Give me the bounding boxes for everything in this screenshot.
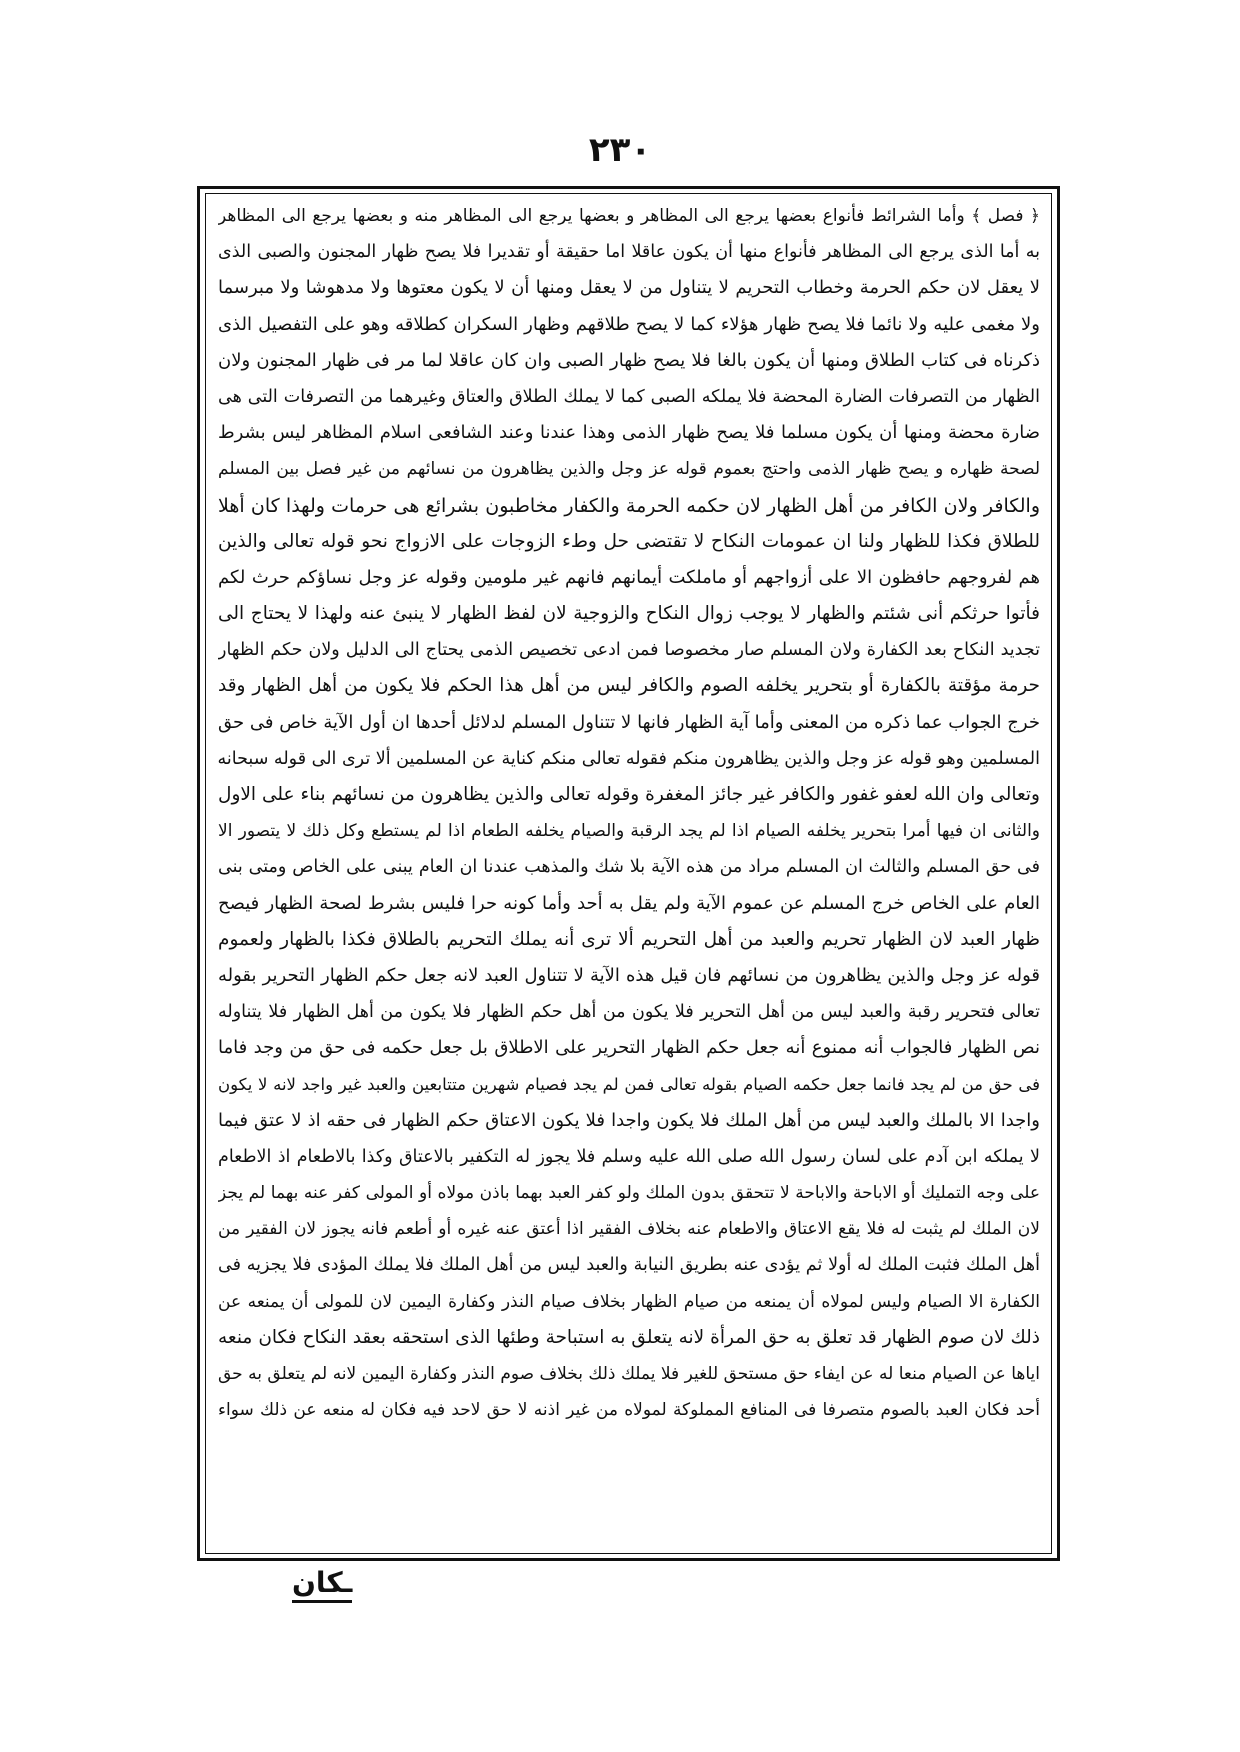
text-line: والثانى ان فيها أمرا بتحرير يخلفه الصيام اذا لم يجد الرقبة والصيام يخلفه الطعام اذا لم يستطع وكل ذلك لا يتصور الا — [218, 821, 1040, 842]
text-line: ضارة محضة ومنها أن يكون مسلما فلا يصح ظهار الذمى وهذا عندنا وعند الشافعى اسلام المظاهر ليس بشرط — [218, 422, 1040, 444]
text-line: الظهار من التصرفات الضارة المحضة فلا يملكه الصبى كما لا يملك الطلاق والعتاق وغيرهما من التصرفات التى هى — [218, 386, 1040, 407]
catchword: ـكان — [292, 1566, 352, 1603]
text-line: ظهار العبد لان الظهار تحريم والعبد من أهل التحريم ألا ترى أنه يملك التحريم بالطلاق فكذا بالظهار ولعموم — [218, 928, 1040, 950]
text-line: لا يعقل لان حكم الحرمة وخطاب التحريم لا يتناول من لا يعقل ومنها أن لا يكون معتوها ولا مدهوشا ولا مبرسما — [218, 277, 1040, 299]
text-line: أحد فكان العبد بالصوم متصرفا فى المنافع المملوكة لمولاه من غير اذنه لا حق لاحد فيه فكان له منعه عن ذلك سواء — [218, 1400, 1040, 1421]
text-line: العام على الخاص خرج المسلم عن عموم الآية ولم يقل به أحد وأما كونه حرا فليس بشرط لصحة الظهار فيصح — [218, 892, 1040, 914]
text-line: نص الظهار فالجواب أنه ممنوع أنه جعل حكم الظهار التحرير على الاطلاق بل جعل حكمه فى حق من وجد فاما — [218, 1037, 1040, 1059]
text-line: ذلك لان صوم الظهار قد تعلق به حق المرأة لانه يتعلق به استباحة وطئها الذى استحقه بعقد النكاح فكان منعه — [218, 1326, 1040, 1348]
text-line: قوله عز وجل والذين يظاهرون من نسائهم فان قيل هذه الآية لا تتناول العبد لانه جعل حكم الظهار التحرير بقوله — [218, 964, 1040, 986]
text-line: ذكرناه فى كتاب الطلاق ومنها أن يكون بالغا فلا يصح ظهار الصبى وان كان عاقلا لما مر فى ظهار المجنون ولان — [218, 349, 1040, 371]
text-line: أهل الملك فثبت الملك له أولا ثم يؤدى عنه بطريق النيابة والعبد ليس من أهل الملك فلا يملك المؤدى فلا يجزيه فى — [218, 1255, 1040, 1276]
page-number: ٢٣٠ — [588, 130, 652, 170]
text-line: المسلمين وهو قوله عز وجل والذين يظاهرون منكم فقوله تعالى منكم كناية عن المسلمين ألا ترى الى قوله سبحانه — [218, 748, 1040, 769]
text-line: تعالى فتحرير رقبة والعبد ليس من أهل التحرير فلا يكون من أهل حكم الظهار فلا يكون من أهل الظهار فلا يتناوله — [218, 1002, 1040, 1023]
text-line: على وجه التمليك أو الاباحة والاباحة لا تتحقق بدون الملك ولو كفر العبد بهما باذن مولاه أو المولى كفر عنه بهما لم يجز — [218, 1183, 1040, 1204]
text-line: الكفارة الا الصيام وليس لمولاه أن يمنعه من صيام الظهار بخلاف صيام النذر وكفارة اليمين لان للمولى أن يمنعه عن — [218, 1291, 1040, 1312]
text-line: هم لفروجهم حافظون الا على أزواجهم أو ماملكت أيمانهم فانهم غير ملومين وقوله عز وجل نساؤكم حرث لكم — [218, 566, 1040, 588]
text-line: وتعالى وان الله لعفو غفور والكافر غير جائز المغفرة وقوله تعالى والذين يظاهرون من نسائهم بناء على الاول — [218, 784, 1040, 805]
text-line: والكافر ولان الكافر من أهل الظهار لان حكمه الحرمة والكفار مخاطبون بشرائع هى حرمات ولهذا كان أهلا — [218, 494, 1040, 517]
text-line: لا يملكه ابن آدم على لسان رسول الله صلى الله عليه وسلم فلا يجوز له التكفير بالاعتاق وكذا بالاطعام اذ الاطعام — [218, 1146, 1040, 1167]
text-line: ﴿ فصل ﴾ وأما الشرائط فأنواع بعضها يرجع الى المظاهر و بعضها يرجع الى المظاهر منه و بعضها يرجع الى المظاهر — [218, 206, 1040, 226]
text-line: فى حق المسلم والثالث ان المسلم مراد من هذه الآية بلا شك والمذهب عندنا ان العام يبنى على الخاص ومتى بنى — [218, 857, 1040, 878]
text-line: لان الملك لم يثبت له فلا يقع الاعتاق والاطعام عنه بخلاف الفقير اذا أعتق عنه غيره أو أطعم فانه يجوز لان الفقير من — [218, 1219, 1040, 1240]
text-line: فى حق من لم يجد فانما جعل حكمه الصيام بقوله تعالى فمن لم يجد فصيام شهرين متتابعين والعبد غير واجد لانه لا يكون — [218, 1074, 1040, 1094]
text-line: فأتوا حرثكم أنى شئتم والظهار لا يوجب زوال النكاح والزوجية لان لفظ الظهار لا ينبئ عنه ولهذا لا يحتاج الى — [218, 603, 1040, 625]
text-line: للطلاق فكذا للظهار ولنا ان عمومات النكاح لا تقتضى حل وطء الزوجات على الازواج نحو قوله تعالى والذين — [218, 530, 1040, 552]
text-line: لصحة ظهاره و يصح ظهار الذمى واحتج بعموم قوله عز وجل والذين يظاهرون من نسائهم من غير فصل بين المسلم — [218, 459, 1040, 480]
text-line: به أما الذى يرجع الى المظاهر فأنواع منها أن يكون عاقلا اما حقيقة أو تقديرا فلا يصح ظهار المجنون والصبى الذى — [218, 242, 1040, 263]
text-line: ولا مغمى عليه ولا نائما فلا يصح ظهار هؤلاء كما لا يصح طلاقهم وظهار السكران كطلاقه وهو على التفصيل الذى — [218, 313, 1040, 335]
text-line: خرج الجواب عما ذكره من المعنى وأما آية الظهار فانها لا تتناول المسلم لدلائل أحدها ان أول الآية خاص فى حق — [218, 711, 1040, 733]
text-line: واجدا الا بالملك والعبد ليس من أهل الملك فلا يكون واجدا فلا يكون الاعتاق حكم الظهار فى حقه اذ لا عتق فيما — [218, 1109, 1040, 1131]
text-line: اياها عن الصيام منعا له عن ايفاء حق مستحق للغير فلا يملك ذلك بخلاف صوم النذر وكفارة اليمين لانه لم يتعلق به حق — [218, 1364, 1040, 1384]
text-line: حرمة مؤقتة بالكفارة أو بتحرير يخلفه الصوم والكافر ليس من أهل هذا الحكم فلا يكون من أهل الظهار وقد — [218, 675, 1040, 697]
text-line: تجديد النكاح بعد الكفارة ولان المسلم صار مخصوصا فمن ادعى تخصيص الذمى يحتاج الى الدليل ولان حكم الظهار — [218, 640, 1040, 661]
main-text-block — [218, 198, 1040, 1548]
